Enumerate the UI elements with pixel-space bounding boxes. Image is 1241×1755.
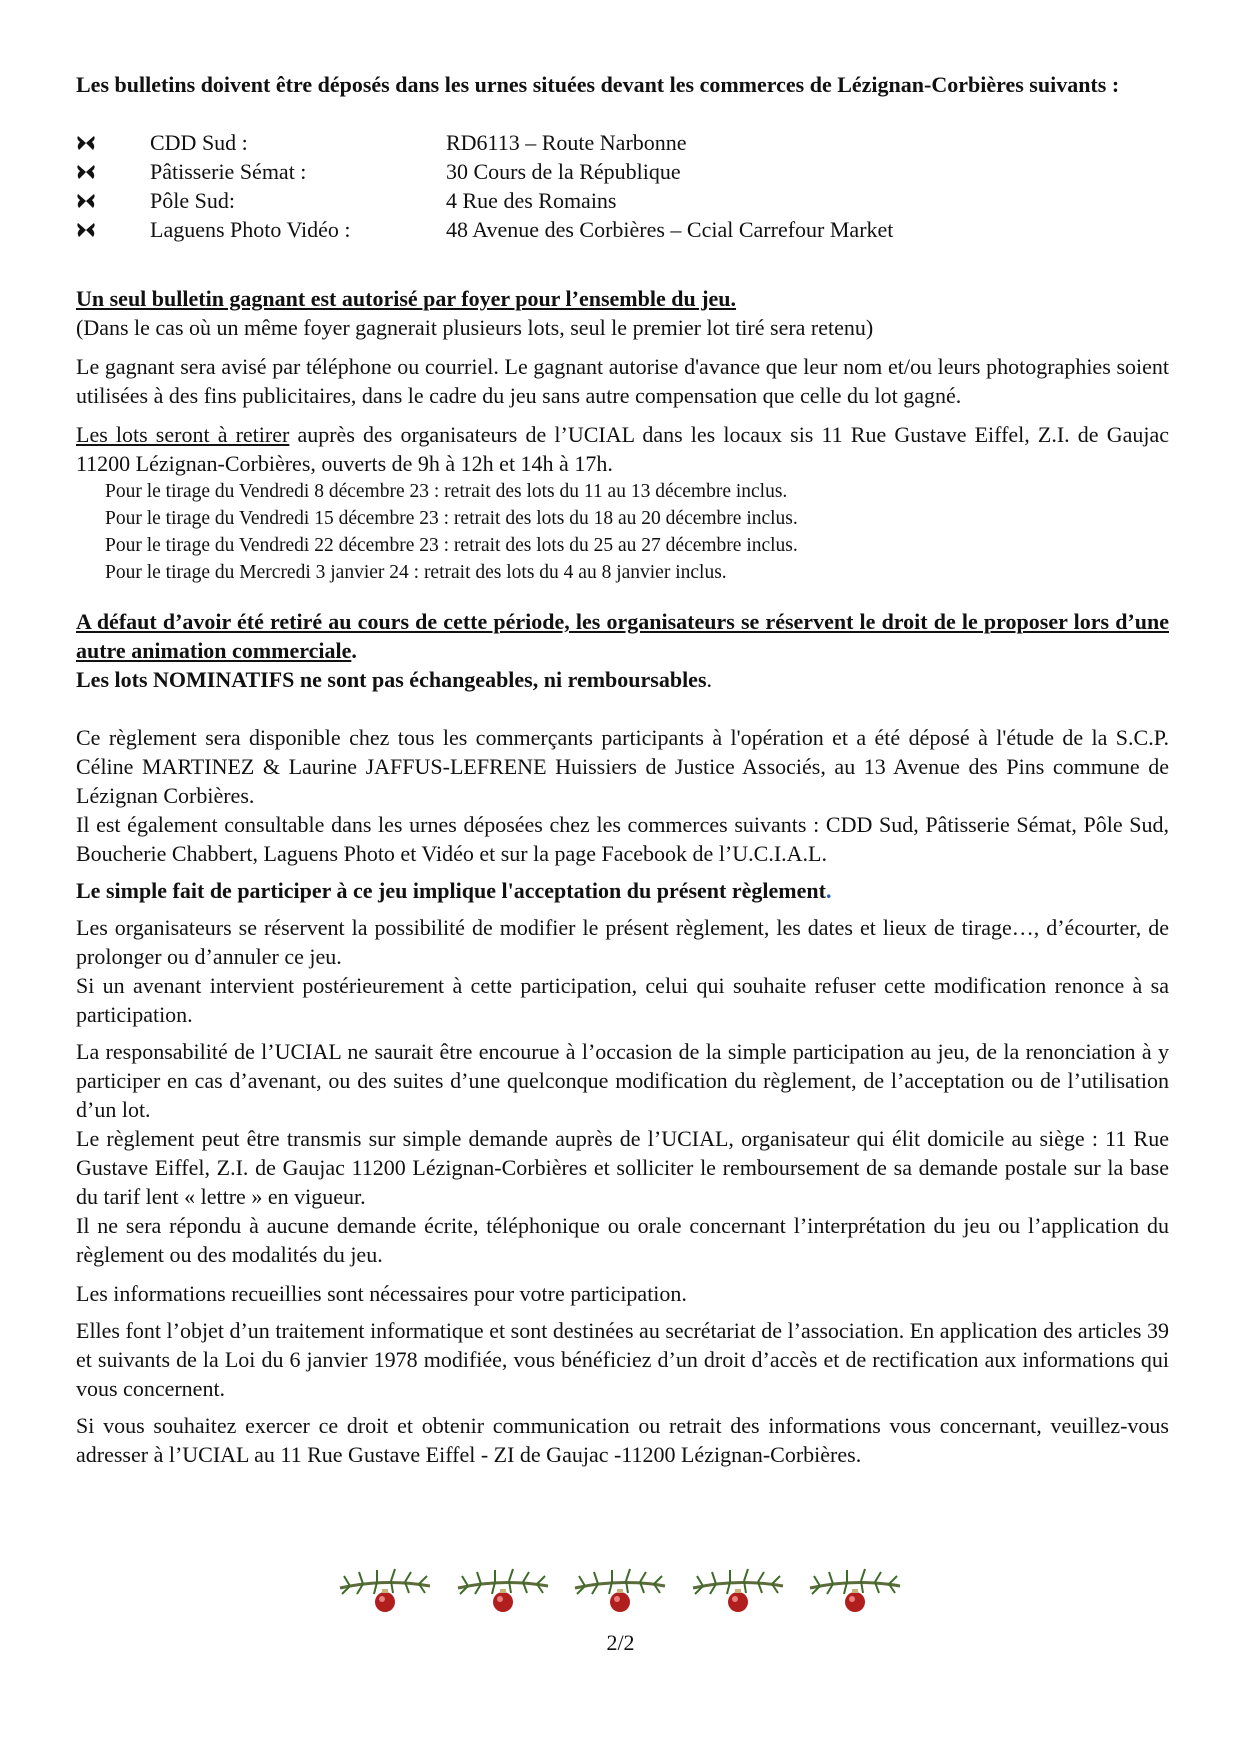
shop-address: 30 Cours de la République bbox=[446, 159, 681, 184]
acceptance-end: . bbox=[825, 878, 832, 903]
privacy-paragraph-1: Les informations recueillies sont nécessaires pour votre participation. bbox=[76, 1281, 687, 1306]
draw-schedule bbox=[105, 478, 1169, 586]
butterfly-bullet-icon bbox=[76, 222, 150, 238]
acceptance-text: Le simple fait de participer à ce jeu implique l'acceptation du présent règlement bbox=[76, 878, 826, 903]
privacy-paragraph-2: Elles font l’objet d’un traitement informatique et sont destinées au secrétariat de l’association. En application des articles 39 et suivants de la Loi du 6 janvier 1978 modifiée, vous bénéficiez d’un droit d’accès et de rectification aux informations qui vous concernent. bbox=[76, 1318, 1169, 1401]
butterfly-bullet-icon bbox=[76, 135, 150, 151]
shop-list bbox=[76, 128, 1169, 244]
shop-address: 4 Rue des Romains bbox=[446, 188, 617, 213]
list-item bbox=[76, 186, 1169, 215]
nominatifs-text: Les lots NOMINATIFS ne sont pas échangeables, ni remboursables bbox=[76, 667, 707, 692]
shop-name: CDD Sud : bbox=[150, 130, 248, 155]
nominatifs-end: . bbox=[706, 667, 713, 692]
liability-paragraph-2: Le règlement peut être transmis sur simple demande auprès de l’UCIAL, organisateur qui élit domicile au siège : 11 Rue Gustave Eiffel, Z.I. de Gaujac 11200 Lézignan-Corbières et solliciter le remboursement de sa demande postale sur la base du tarif lent « lettre » en vigueur. bbox=[76, 1126, 1169, 1209]
pine-branch-ornament-icon bbox=[570, 1560, 670, 1620]
privacy-paragraph-3: Si vous souhaitez exercer ce droit et obtenir communication ou retrait des informations vous concernant, veuillez-vous adresser à l’UCIAL au 11 Rue Gustave Eiffel - ZI de Gaujac -11200 Lézignan-Corbières. bbox=[76, 1413, 1169, 1467]
decoration-row bbox=[335, 1560, 905, 1620]
liability-paragraph-1: La responsabilité de l’UCIAL ne saurait être encourue à l’occasion de la simple participation au jeu, de la renonciation à y participer en cas d’avenant, ou des suites d’une quelconque modification du règlement, de l’acceptation ou de l’utilisation d’un lot. bbox=[76, 1039, 1169, 1122]
availability-paragraph-1: Ce règlement sera disponible chez tous les commerçants participants à l'opération et a été déposé à l'étude de la S.C.P. Céline MARTINEZ & Laurine JAFFUS-LEFRENE Huissiers de Justice Associés, au 13 Avenue des Pins commune de Lézignan Corbières. bbox=[76, 725, 1169, 808]
pickup-rest: auprès des organisateurs de l’UCIAL dans les locaux sis 11 Rue Gustave Eiffel, Z.I. de Gaujac 11200 Lézignan-Corbières, ouverts de 9h à 12h et 14h à 17h. bbox=[76, 422, 1169, 476]
pine-branch-ornament-icon bbox=[805, 1560, 905, 1620]
nominatifs-paragraph bbox=[76, 665, 1169, 694]
acceptance-paragraph bbox=[76, 876, 1169, 905]
document-page bbox=[76, 70, 1169, 1469]
shop-name: Pâtisserie Sémat : bbox=[150, 159, 307, 184]
rule-one-heading: Un seul bulletin gagnant est autorisé par foyer pour l’ensemble du jeu. bbox=[76, 286, 737, 311]
winner-notice: Le gagnant sera avisé par téléphone ou courriel. Le gagnant autorise d'avance que leur nom et/ou leurs photographies soient utilisées à des fins publicitaires, dans le cadre du jeu sans autre compensation que celle du lot gagné. bbox=[76, 354, 1169, 408]
default-heading-end: . bbox=[351, 638, 357, 663]
modify-paragraph-2: Si un avenant intervient postérieurement à cette participation, celui qui souhaite refuser cette modification renonce à sa participation. bbox=[76, 973, 1169, 1027]
list-item: Pour le tirage du Mercredi 3 janvier 24 : retrait des lots du 4 au 8 janvier inclus. bbox=[105, 562, 727, 583]
shop-name: Laguens Photo Vidéo : bbox=[150, 217, 351, 242]
list-item: Pour le tirage du Vendredi 8 décembre 23 : retrait des lots du 11 au 13 décembre inclus. bbox=[105, 481, 788, 502]
list-item bbox=[76, 157, 1169, 186]
list-item bbox=[76, 128, 1169, 157]
list-item: Pour le tirage du Vendredi 22 décembre 23 : retrait des lots du 25 au 27 décembre inclus. bbox=[105, 535, 798, 556]
pickup-paragraph bbox=[76, 420, 1169, 478]
intro-text: Les bulletins doivent être déposés dans les urnes situées devant les commerces de Lézignan-Corbières suivants : bbox=[76, 72, 1120, 97]
butterfly-bullet-icon bbox=[76, 193, 150, 209]
shop-name: Pôle Sud: bbox=[150, 188, 235, 213]
list-item bbox=[76, 215, 1169, 244]
page-number: 2/2 bbox=[606, 1630, 635, 1655]
pine-branch-ornament-icon bbox=[453, 1560, 553, 1620]
availability-paragraph-2: Il est également consultable dans les urnes déposées chez les commerces suivants : CDD Sud, Pâtisserie Sémat, Pôle Sud, Boucherie Chabbert, Laguens Photo et Vidéo et sur la page Facebook de l’U.C.I.A.L. bbox=[76, 812, 1169, 866]
pine-branch-ornament-icon bbox=[335, 1560, 435, 1620]
liability-paragraph-3: Il ne sera répondu à aucune demande écrite, téléphonique ou orale concernant l’interprétation du jeu ou l’application du règlement ou des modalités du jeu. bbox=[76, 1213, 1169, 1267]
rule-one-note: (Dans le cas où un même foyer gagnerait plusieurs lots, seul le premier lot tiré sera retenu) bbox=[76, 315, 874, 340]
default-heading bbox=[76, 607, 1169, 665]
butterfly-bullet-icon bbox=[76, 164, 150, 180]
pine-branch-ornament-icon bbox=[688, 1560, 788, 1620]
default-heading-text: A défaut d’avoir été retiré au cours de cette période, les organisateurs se réservent le droit de le proposer lors d’une autre animation commerciale bbox=[76, 609, 1169, 663]
shop-address: RD6113 – Route Narbonne bbox=[446, 130, 687, 155]
modify-paragraph-1: Les organisateurs se réservent la possibilité de modifier le présent règlement, les dates et lieux de tirage…, d’écourter, de prolonger ou d’annuler ce jeu. bbox=[76, 915, 1169, 969]
pickup-lead: Les lots seront à retirer bbox=[76, 422, 290, 447]
list-item: Pour le tirage du Vendredi 15 décembre 23 : retrait des lots du 18 au 20 décembre inclus. bbox=[105, 508, 798, 529]
shop-address: 48 Avenue des Corbières – Ccial Carrefour Market bbox=[446, 217, 894, 242]
